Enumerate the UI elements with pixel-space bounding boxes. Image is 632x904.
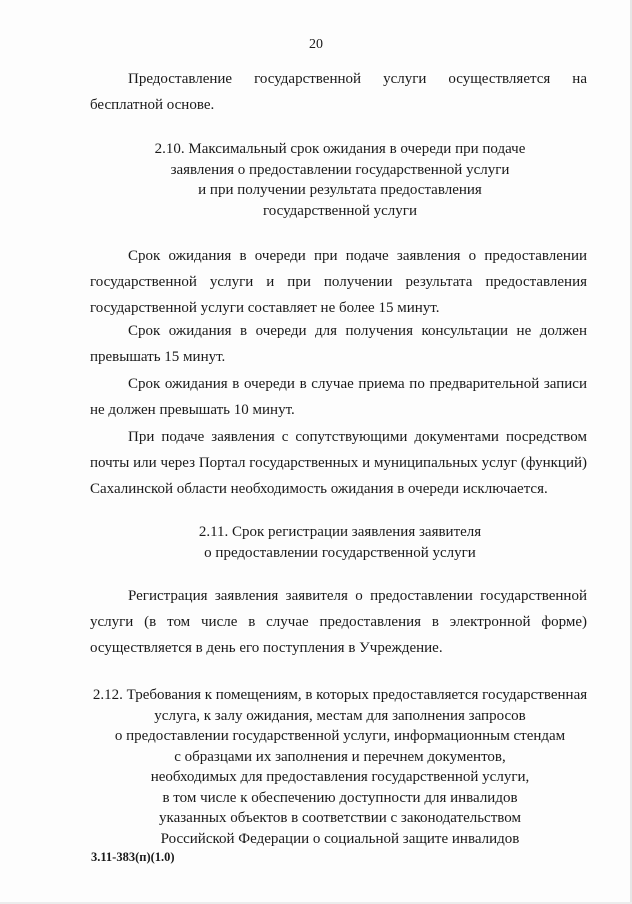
- page-number: 20: [309, 37, 323, 52]
- heading-2-12-line: услуга, к залу ожидания, местам для заполнения запросов: [154, 707, 526, 724]
- heading-2-12-line: в том числе к обеспечению доступности для инвалидов: [162, 789, 518, 806]
- paragraph-wait-time-consultation: Срок ожидания в очереди для получения консультации не должен превышать 15 минут.: [90, 323, 587, 365]
- heading-2-12-line: необходимых для предоставления государственной услуги,: [150, 769, 530, 785]
- heading-2-11-line: 2.11. Срок регистрации заявления заявителя: [198, 524, 482, 540]
- heading-2-11: [70, 522, 610, 563]
- heading-2-12-line: Российской Федерации о социальной защите инвалидов: [160, 830, 520, 847]
- paragraph-wait-time-appointment: Срок ожидания в очереди в случае приема по предварительной записи не должен превышать 10 минут.: [90, 376, 587, 418]
- heading-2-12-line: 2.12. Требования к помещениям, в которых предоставляется государственная: [92, 687, 588, 703]
- heading-2-10: [70, 139, 610, 221]
- heading-2-10-line: и при получении результата предоставления: [198, 182, 482, 198]
- paragraph-registration: Регистрация заявления заявителя о предоставлении государственной услуги (в том числе в случае предоставления в электронной форме) осуществляется в день его поступления в Учреждение.: [90, 588, 587, 656]
- heading-2-11-line: о предоставлении государственной услуги: [204, 544, 476, 561]
- heading-2-12: [70, 685, 610, 849]
- heading-2-12-line: указанных объектов в соответствии с законодательством: [159, 810, 521, 826]
- heading-2-10-line: государственной услуги: [263, 202, 417, 219]
- paragraph-free-of-charge: Предоставление государственной услуги осуществляется на бесплатной основе.: [90, 71, 587, 113]
- paragraph-no-queue-remote: При подаче заявления с сопутствующими документами посредством почты или через Портал государственных и муниципальных услуг (функций) Сахалинской области необходимость ожидания в очереди исключается.: [90, 429, 587, 497]
- paragraph-wait-time-submission: Срок ожидания в очереди при подаче заявления о предоставлении государственной услуги и при получении результата предоставления государственной услуги составляет не более 15 минут.: [90, 248, 587, 316]
- heading-2-10-line: 2.10. Максимальный срок ожидания в очереди при подаче: [154, 141, 526, 157]
- heading-2-12-line: с образцами их заполнения и перечнем документов,: [174, 748, 506, 765]
- heading-2-10-line: заявления о предоставлении государственной услуги: [170, 161, 510, 178]
- document-code: 3.11-383(п)(1.0): [91, 850, 175, 864]
- heading-2-12-line: о предоставлении государственной услуги, информационным стендам: [114, 728, 566, 744]
